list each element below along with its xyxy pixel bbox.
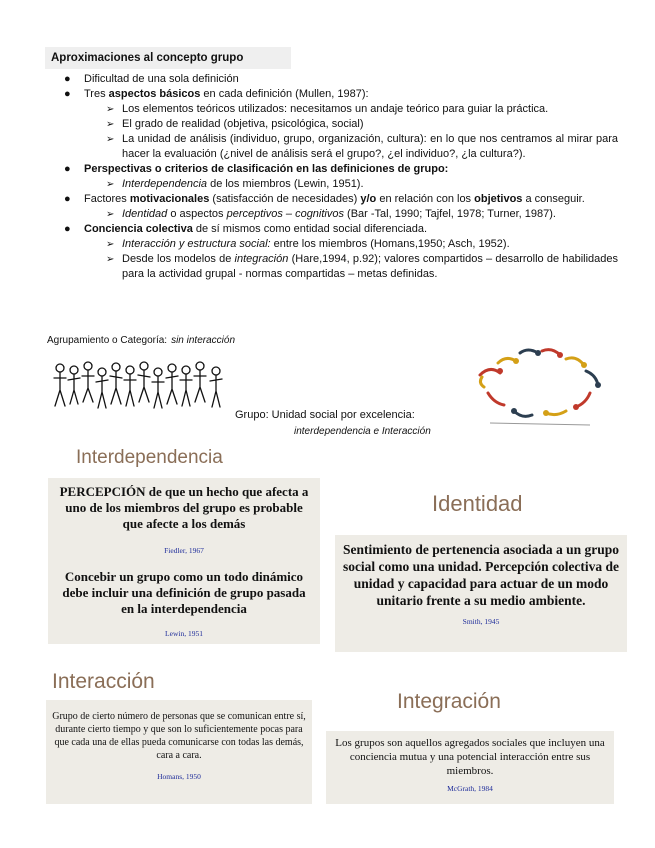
grupo-caption: Grupo: Unidad social por excelencia:: [235, 409, 415, 421]
list-item: ● Perspectivas o criterios de clasificación en las definiciones de grupo:: [64, 163, 449, 175]
sub-list-item: ➢ Interacción y estructura social: entre los miembros (Homans,1950; Asch, 1952).: [106, 238, 510, 250]
arrow-bullet-icon: ➢: [106, 104, 115, 115]
card-text: PERCEPCIÓN de que un hecho que afecta a uno de los miembros del grupo es probable que afecte a los demás: [59, 484, 309, 531]
interaccion-card: [46, 700, 312, 804]
arrow-bullet-icon: ➢: [106, 119, 115, 130]
sub-list-item: ➢ Los elementos teóricos utilizados: necesitamos un andaje teórico para guiar la práctica.: [106, 103, 549, 115]
list-item: ● Conciencia colectiva de sí mismos como entidad social diferenciada.: [64, 223, 427, 235]
card-text: Sentimiento de pertenencia asociada a un grupo social como una unidad. Percepción colectiva de unidad y capacidad para actuar de un modo unitario frente a su medio ambiente.: [342, 542, 620, 608]
card-text: Los grupos son aquellos agregados sociales que incluyen una conciencia mutua y una potencial interacción entre sus miembros.: [335, 737, 605, 777]
identidad-heading: Identidad: [432, 491, 523, 516]
section-title: Aproximaciones al concepto grupo: [45, 47, 291, 69]
grupo-subcaption: interdependencia e Interacción: [294, 426, 431, 437]
arrow-bullet-icon: ➢: [106, 254, 115, 265]
sub-list-item: ➢ Interdependencia de los miembros (Lewin, 1951).: [106, 178, 364, 190]
list-item: ● Dificultad de una sola definición: [64, 73, 239, 85]
outline-list: [48, 72, 618, 282]
card-citation: Smith, 1945: [462, 617, 500, 626]
integracion-card: [326, 731, 614, 804]
list-item: ● Factores motivacionales (satisfacción de necesidades) y/o en relación con los objetivos a conseguir.: [64, 193, 585, 205]
stick-figures-illustration: [52, 360, 232, 412]
identidad-card: [335, 535, 627, 652]
sub-list-item: ➢ El grado de realidad (objetiva, psicológica, social): [106, 118, 364, 130]
integracion-heading: Integración: [397, 690, 501, 713]
list-item: ● Tres aspectos básicos en cada definición (Mullen, 1987):: [64, 88, 369, 100]
arrow-bullet-icon: ➢: [106, 179, 115, 190]
arrow-bullet-icon: ➢: [106, 239, 115, 250]
arrow-bullet-icon: ➢: [106, 134, 115, 145]
arrow-bullet-icon: ➢: [106, 209, 115, 220]
card-citation: Fiedler, 1967: [164, 546, 204, 555]
card-citation: Lewin, 1951: [165, 629, 203, 638]
card-text: Concebir un grupo como un todo dinámico debe incluir una definición de grupo pasada en la interdependencia: [62, 569, 306, 616]
card-citation: McGrath, 1984: [447, 784, 493, 793]
card-text: Grupo de cierto número de personas que se comunican entre sí, durante cierto tiempo y que son lo suficientemente pocas para que cada una de ellas pueda comunicarse con todas las demás, cara a cara.: [52, 711, 306, 761]
interaccion-heading: Interacción: [52, 670, 155, 693]
interdependencia-heading: Interdependencia: [76, 447, 223, 468]
agrupamiento-label: Agrupamiento o Categoría: sin interacción: [47, 335, 235, 346]
sub-list-item: ➢ La unidad de análisis (individuo, grupo, organización, cultura): en lo que nos centramos al mirar para hacer la evaluación (¿nivel de análisis será el grupo?, ¿el individuo?, ¿la cultura?).: [106, 133, 618, 160]
interdependencia-card: [48, 478, 320, 644]
dancing-figures-artwork: [470, 345, 610, 431]
sub-list-item: ➢ Identidad o aspectos perceptivos – cognitivos (Bar -Tal, 1990; Tajfel, 1978; Turner, 1987).: [106, 208, 556, 220]
card-citation: Homans, 1950: [157, 772, 201, 781]
sub-list-item: ➢ Desde los modelos de integración (Hare,1994, p.92); valores compartidos – desarrollo de habilidades para la actividad grupal - normas compartidas – metas definidas.: [106, 253, 618, 280]
